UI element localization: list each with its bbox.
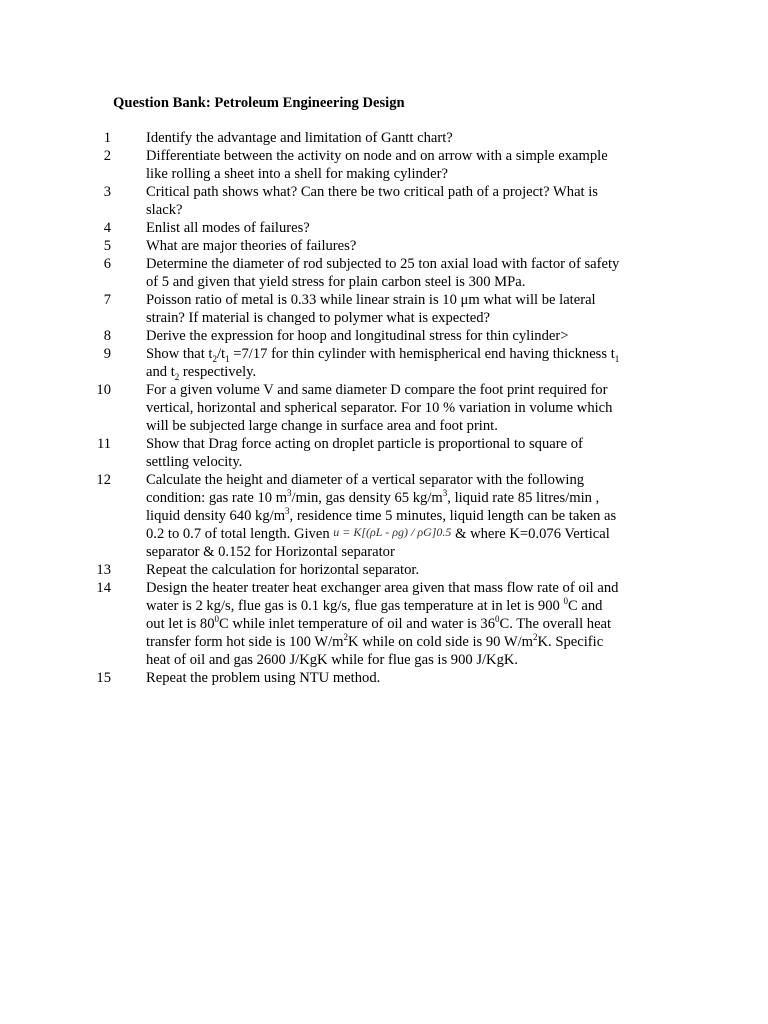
page-title: Question Bank: Petroleum Engineering Design (113, 95, 405, 111)
question-text: Calculate the height and diameter of a vertical separator with the following condition: gas rate 10 $m^3/\min$, gas density 65 $kg/m^3$, liquid rate 85 litres/min , liquid density 640 $kg/m^3$, residence time 5 minutes, liquid length can be taken as 0.2 to 0.7 of total length. Given u = K[(ρL - ρg) / ρG]0.5 & where K=0.076 Vertical separator & 0.152 for Horizontal separator (146, 472, 617, 560)
question-item (0, 381, 768, 435)
question-number: 1 (103, 130, 111, 146)
question-number: 6 (103, 256, 111, 272)
question-item (0, 345, 768, 381)
question-number: 10 (96, 382, 111, 398)
question-item (0, 291, 768, 327)
question-item (0, 219, 768, 237)
question-item (0, 579, 768, 669)
question-number: 15 (96, 670, 111, 686)
question-text: Design the heater treater heat exchanger area given that mass flow rate of oil and water is 2 kg/s, flue gas is 0.1 kg/s, flue gas temperature at in let is 900 $^0$C and out let is $80^0C$ while inlet temperature of oil and water is $36^0C$. The overall heat transfer form hot side is 100 $W/m^2K$ while on cold side is 90 $W/m^2K$. Specific heat of oil and gas 2600 J/KgK while for flue gas is 900 J/KgK. (146, 580, 619, 668)
question-text: Repeat the calculation for horizontal separator. (146, 562, 420, 578)
question-text: For a given volume V and same diameter D compare the foot print required for vertical, horizontal and spherical separator. For 10 % variation in volume which will be subjected large change in surface area and foot print. (146, 382, 613, 434)
question-item (0, 669, 768, 687)
question-item (0, 255, 768, 291)
question-number: 2 (103, 148, 111, 164)
question-item (0, 471, 768, 561)
question-text: Poisson ratio of metal is 0.33 while linear strain is 10 μm what will be lateral strain? If material is changed to polymer what is expected? (146, 292, 596, 326)
question-text: Derive the expression for hoop and longitudinal stress for thin cylinder> (146, 328, 569, 344)
question-text: Show that Drag force acting on droplet particle is proportional to square of settling velocity. (146, 436, 583, 470)
question-text: Determine the diameter of rod subjected to 25 ton axial load with factor of safety of 5 and given that yield stress for plain carbon steel is 300 MPa. (146, 256, 620, 290)
question-number: 3 (103, 184, 111, 200)
question-item (0, 237, 768, 255)
question-number: 4 (103, 220, 111, 236)
question-text: Differentiate between the activity on node and on arrow with a simple example like rolling a sheet into a shell for making cylinder? (146, 148, 608, 182)
question-text: Critical path shows what? Can there be two critical path of a project? What is slack? (146, 184, 598, 218)
question-item (0, 183, 768, 219)
question-text: Show that $t_2/t_1 =7/17$ for thin cylinder with hemispherical end having thickness $t_1$ and $t_2$ respectively. (146, 346, 620, 382)
question-item (0, 147, 768, 183)
question-item (0, 561, 768, 579)
question-item (0, 129, 768, 147)
question-text: Identify the advantage and limitation of Gantt chart? (146, 130, 453, 146)
question-list (0, 129, 768, 687)
question-number: 7 (103, 292, 111, 308)
question-item (0, 435, 768, 471)
settling-velocity-formula: u = K[(ρL - ρg) / ρG]0.5 (333, 525, 452, 539)
question-number: 12 (96, 472, 111, 488)
question-text: What are major theories of failures? (146, 238, 357, 254)
question-number: 13 (96, 562, 111, 578)
question-item (0, 327, 768, 345)
question-text: Enlist all modes of failures? (146, 220, 310, 236)
question-number: 11 (96, 436, 111, 452)
question-number: 8 (103, 328, 111, 344)
question-number: 14 (96, 580, 111, 596)
question-text: Repeat the problem using NTU method. (146, 670, 381, 686)
question-number: 9 (103, 346, 111, 362)
question-number: 5 (103, 238, 111, 254)
